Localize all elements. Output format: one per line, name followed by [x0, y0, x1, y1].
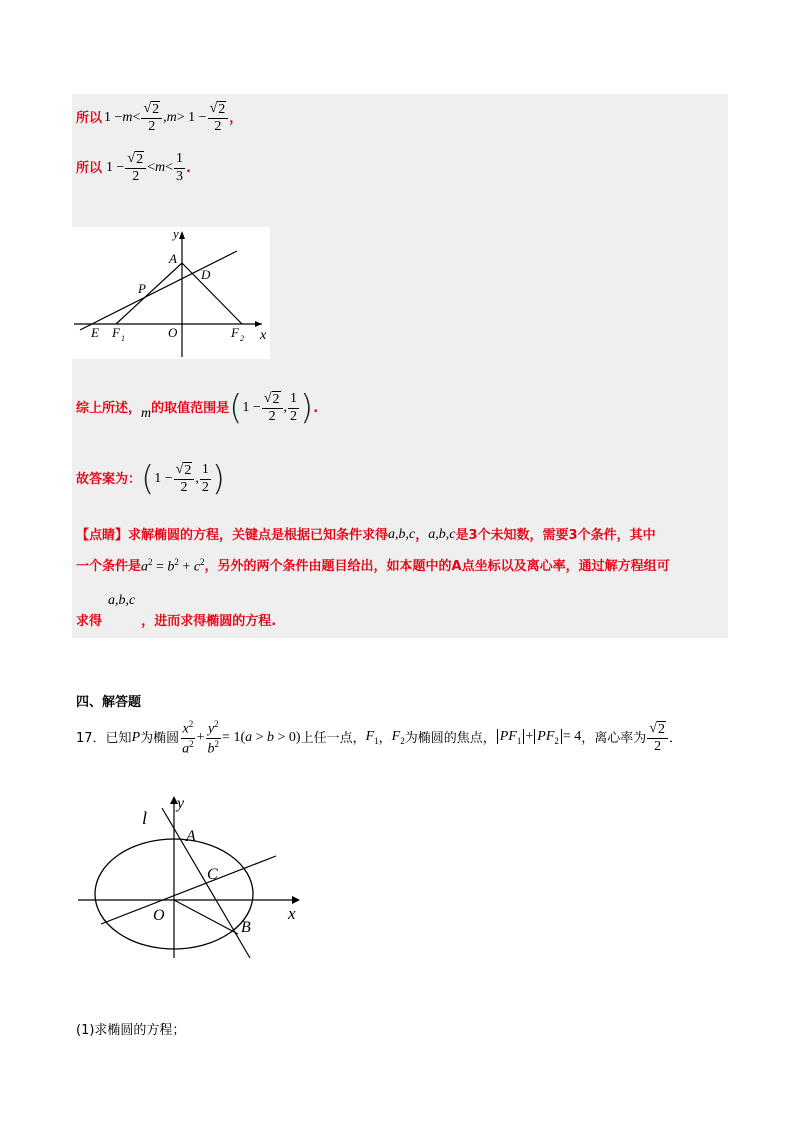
remark-text-4: ，另外的两个条件由题目给出，如本题中的A点坐标以及离心率，通过解方程组可 [204, 558, 670, 574]
comma: ， [415, 527, 429, 543]
period: . [313, 400, 319, 416]
label-C: C [207, 866, 218, 883]
label-B: B [241, 919, 251, 936]
label-x: x [260, 328, 267, 343]
line-l [162, 808, 250, 958]
label-y: y [173, 227, 179, 241]
comma: ， [378, 730, 392, 746]
remark-text-5: 求得 [76, 614, 103, 629]
interval-answer: ( 1 − √ 2 2 , $\frac{1}{2}$ ) [229, 388, 314, 428]
problem-text-7: ． [668, 730, 682, 746]
solution-line-2: 所以 1 − √ 2 2 < m < $\frac{1}{3}$ . [76, 150, 191, 184]
problem-number: 17． [76, 730, 106, 746]
label-A: A [186, 828, 196, 845]
interval-answer: ( 1 − √ 2 2 , $\frac{1}{2}$ ) [141, 459, 226, 499]
variable-m: m [141, 406, 152, 421]
label-l: l [142, 808, 148, 828]
fraction-sqrt2-over-2: √ 2 2 [208, 101, 229, 135]
conclusion-line [76, 385, 318, 431]
problem-text-5: 为椭圆的焦点， [404, 730, 496, 746]
text-suoyi-2: 所以 [76, 160, 103, 176]
remark-text-3: 一个条件是 [76, 558, 142, 574]
remark-line-2 [76, 556, 670, 576]
fraction-sqrt2-over-2: √ 2 2 [141, 101, 162, 135]
equation-a2-b2-c2: $a^2 = b^2 + c^2$ [141, 556, 205, 575]
label-x: x [288, 904, 296, 923]
label-O: O [153, 907, 165, 924]
label-O: O [168, 325, 178, 340]
remark-text-1: 求解椭圆的方程，关键点是根据已知条件求得 [128, 527, 389, 543]
label-F1-subscript: 1 [121, 334, 125, 343]
fraction-sqrt2-over-2: √ 2 2 [125, 151, 146, 185]
variables-abc: a,b,c [428, 527, 456, 542]
text-answer-prefix: 故答案为： [76, 471, 142, 487]
label-F2: F [231, 325, 239, 340]
problem-text-2: 为椭圆 [140, 730, 180, 746]
section-title: 四、解答题 [76, 694, 142, 710]
eccentricity-value: √ 2 2 [647, 721, 668, 755]
text-conclusion-prefix: 综上所述， [76, 400, 142, 416]
line-OC [101, 856, 276, 924]
fraction-1-over-3: $\frac{1}{3}$ [176, 151, 184, 184]
variables-abc: a,b,c [108, 593, 136, 608]
ellipse-equation: $\frac{x^2}{a^2}$ + $\frac{y^2}{b^2}$ = 1(a > b > 0) [182, 718, 301, 757]
problem-text-6: ，离心率为 [581, 730, 647, 746]
label-y: y [177, 795, 185, 812]
problem-17-statement: 17． 已知 P 为椭圆 $\frac{x^2}{a^2}$ + $\frac{y^2}{b^2}$ = 1(a > b > 0) 上任一点， $F_1$ ， $F_2$ 为椭圆的焦点， $PF_1 + PF_2 = 4$ ，离心率为 √ 2 2 ． [76, 718, 682, 757]
comma: ， [229, 110, 243, 126]
problem-text-3: 上任一点， [300, 730, 366, 746]
problem-text-1: 已知 [105, 730, 132, 746]
text-suoyi-1: 所以 [76, 110, 103, 126]
segment-OB [174, 900, 238, 934]
label-F1: F [112, 325, 120, 340]
focal-sum-equation: $PF_1 + PF_2 = 4$ [496, 730, 582, 746]
variables-abc: a,b,c [388, 527, 416, 542]
text-range-is: 的取值范围是 [151, 400, 230, 416]
variable-P: P [131, 730, 141, 745]
label-A: A [169, 251, 177, 266]
answer-line [76, 456, 225, 502]
remark-tag: 【点睛】 [76, 527, 129, 543]
x-axis-arrow [292, 896, 300, 904]
remark-text-6: ，进而求得椭圆的方程. [141, 614, 277, 629]
label-P: P [138, 281, 146, 296]
solution-line-1: 所以 1 − m < √ 2 2 , m > 1 − √ 2 2 ， [76, 100, 243, 134]
subquestion-1: (1)求椭圆的方程； [76, 1022, 186, 1038]
figure-ellipse [76, 790, 308, 960]
remark-text-2: 是3个未知数，需要3个条件，其中 [455, 527, 656, 543]
label-F2-subscript: 2 [240, 334, 244, 343]
label-D: D [201, 267, 211, 282]
figure-triangle-line [72, 227, 270, 359]
period: . [186, 160, 191, 176]
remark-line-1 [76, 525, 656, 545]
label-E: E [91, 325, 99, 340]
remark-line-3 [76, 593, 277, 629]
